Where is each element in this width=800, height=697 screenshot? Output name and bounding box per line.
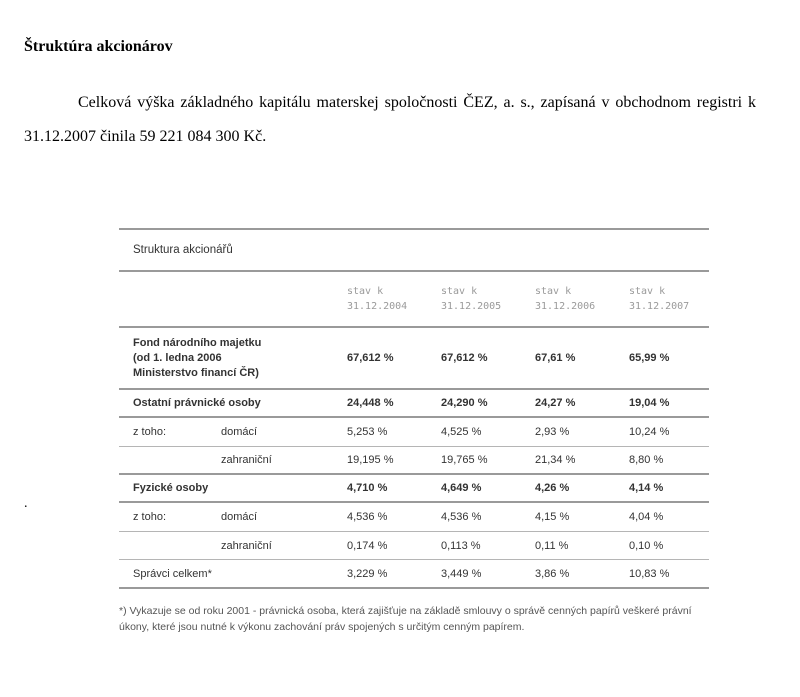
- row-label-ostatni: Ostatní právnické osoby: [133, 397, 261, 409]
- table-row-ostatni-domaci: [119, 418, 709, 447]
- row-label-ostatni-domaci: z toho: domácí: [133, 426, 258, 438]
- table-header-row: [119, 272, 709, 328]
- cell-ostatni-domaci-2006: 2,93 %: [535, 426, 570, 438]
- cell-spravci-2004: 3,229 %: [347, 567, 388, 580]
- cell-fyzicke-zahranicni-2005: 0,113 %: [441, 539, 481, 552]
- table-row-spravci: [119, 560, 709, 589]
- section-heading: Štruktúra akcionárov: [24, 38, 173, 55]
- cell-ostatni-2006: 24,27 %: [535, 397, 576, 409]
- cell-ostatni-zahranicni-2005: 19,765 %: [441, 454, 488, 466]
- cell-ostatni-zahranicni-2006: 21,34 %: [535, 454, 576, 466]
- cell-fyzicke-zahranicni-2004: 0,174 %: [347, 539, 388, 552]
- cell-ostatni-domaci-2004: 5,253 %: [347, 426, 388, 438]
- table-row-ostatni-zahranicni: [119, 447, 709, 475]
- cell-fyzicke-2007: 4,14 %: [629, 482, 664, 494]
- cell-fyzicke-zahranicni-2007: 0,10 %: [629, 539, 664, 552]
- table-row-fyzicke: [119, 475, 709, 503]
- cell-spravci-2005: 3,449 %: [441, 567, 482, 580]
- row-label-spravci: Správci celkem*: [133, 567, 212, 580]
- stray-dot: .: [24, 496, 28, 511]
- cell-ostatni-zahranicni-2004: 19,195 %: [347, 454, 394, 466]
- table-row-fyzicke-domaci: [119, 503, 709, 532]
- table-title: Struktura akcionářů: [119, 228, 709, 272]
- header-empty-cell: [119, 272, 331, 326]
- header-col-2006: stav k 31.12.2006: [535, 286, 596, 312]
- intro-paragraph: Celková výška základného kapitálu materskej spoločnosti ČEZ, a. s., zapísaná v obchodnom registri k 31.12.2007 činila 59 221 084 300 Kč.: [24, 94, 756, 145]
- cell-fond-2007: 65,99 %: [629, 352, 670, 364]
- cell-fyzicke-2004: 4,710 %: [347, 482, 388, 494]
- cell-ostatni-domaci-2005: 4,525 %: [441, 426, 482, 438]
- cell-fond-2005: 67,612 %: [441, 352, 488, 364]
- cell-ostatni-2007: 19,04 %: [629, 397, 670, 409]
- cell-fyzicke-domaci-2004: 4,536 %: [347, 511, 388, 523]
- cell-fyzicke-2005: 4,649 %: [441, 482, 482, 494]
- row-label-ostatni-zahranicni: zahraniční: [221, 454, 272, 466]
- cell-fyzicke-domaci-2005: 4,536 %: [441, 511, 482, 523]
- cell-ostatni-zahranicni-2007: 8,80 %: [629, 454, 664, 466]
- cell-spravci-2007: 10,83 %: [629, 567, 670, 580]
- cell-fond-2006: 67,61 %: [535, 352, 576, 364]
- row-label-fyzicke: Fyzické osoby: [133, 482, 209, 494]
- table-row-ostatni: [119, 390, 709, 418]
- cell-fyzicke-zahranicni-2006: 0,11 %: [535, 539, 569, 552]
- header-col-2007: stav k 31.12.2007: [629, 286, 690, 312]
- cell-spravci-2006: 3,86 %: [535, 567, 570, 580]
- shareholder-table: [119, 228, 709, 589]
- table-footnote: *) Vykazuje se od roku 2001 - právnická osoba, která zajišťuje na základě smlouvy o správě cenných papírů veškeré právní úkony, které jsou nutné k výkonu zachování práv spojených s určitým cenným papírem.: [119, 605, 692, 633]
- table-row-fyzicke-zahranicni: [119, 532, 709, 560]
- table-row-fond: [119, 328, 709, 390]
- header-col-2005: stav k 31.12.2005: [441, 286, 502, 312]
- cell-fyzicke-domaci-2007: 4,04 %: [629, 511, 664, 523]
- cell-ostatni-domaci-2007: 10,24 %: [629, 426, 670, 438]
- cell-fond-2004: 67,612 %: [347, 352, 394, 364]
- cell-fyzicke-2006: 4,26 %: [535, 482, 570, 494]
- cell-fyzicke-domaci-2006: 4,15 %: [535, 511, 570, 523]
- row-label-fyzicke-domaci: z toho: domácí: [133, 511, 258, 523]
- cell-ostatni-2005: 24,290 %: [441, 397, 488, 409]
- row-label-fyzicke-zahranicni: zahraniční: [221, 539, 272, 552]
- cell-ostatni-2004: 24,448 %: [347, 397, 394, 409]
- row-label-fond: Fond národního majetku (od 1. ledna 2006 Ministerstvo financí ČR): [133, 336, 262, 379]
- header-col-2004: stav k 31.12.2004: [347, 286, 408, 312]
